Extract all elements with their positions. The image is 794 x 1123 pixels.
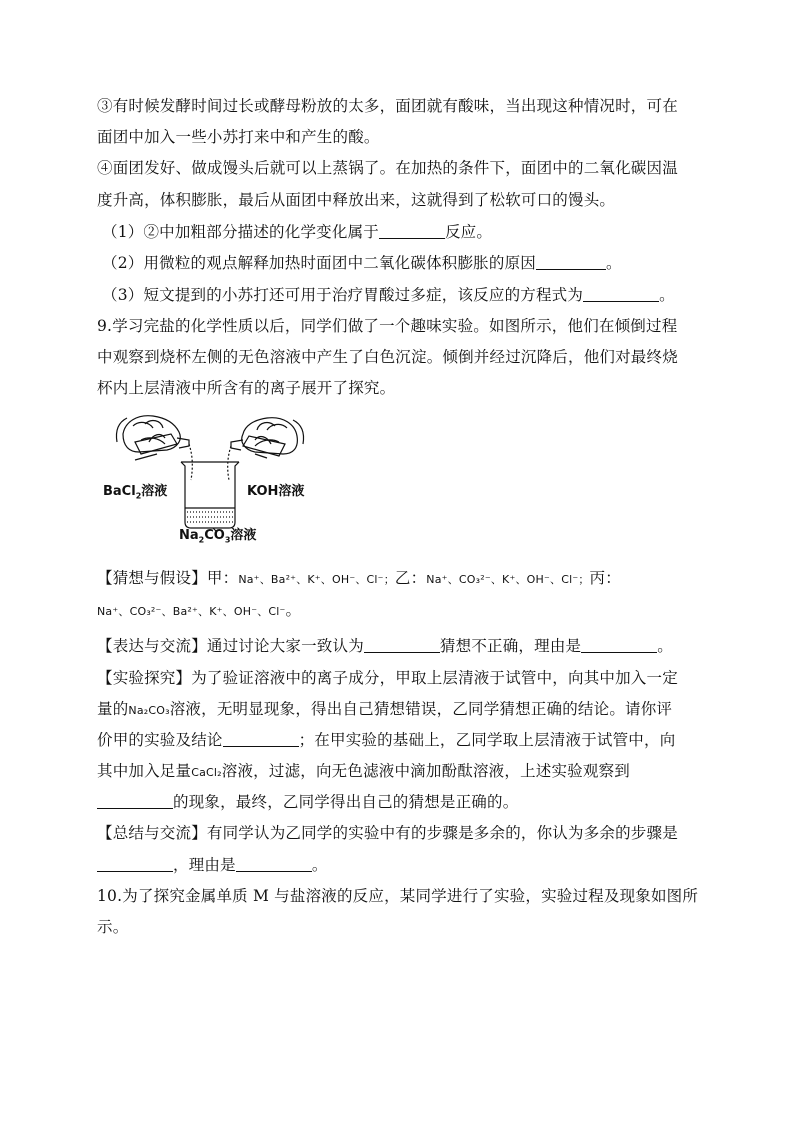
hypothesis-yi-label: 乙： (394, 569, 427, 587)
hypothesis-yi-ions: Na⁺、CO₃²⁻、K⁺、OH⁻、Cl⁻； (426, 573, 590, 586)
express-line (97, 636, 673, 656)
summary-end: 。 (311, 856, 328, 874)
answer-blank[interactable] (364, 637, 440, 653)
sodium-carbonate-formula: Na₂CO₃ (128, 704, 170, 717)
passage-step4-line1: ④面团发好、做成馒头后就可以上蒸锅了。在加热的条件下，面团中的二氧化碳因温 (97, 159, 678, 177)
summary-reason-text: ，理由是 (173, 856, 236, 874)
q8-sub2-end: 。 (605, 254, 622, 272)
hypothesis-jia-label: 甲： (206, 569, 239, 587)
experiment-heading: 【实验探究】 (97, 669, 192, 687)
experiment-line3 (97, 730, 675, 750)
passage-step3-line2: 面团中加入一些小苏打来中和产生的酸。 (97, 128, 380, 146)
q8-sub1-end: 反应。 (444, 223, 493, 241)
experiment-text2b: 溶液，无明显现象，得出自己猜想错误，乙同学猜想正确的结论。请你评 (169, 700, 673, 718)
answer-blank[interactable] (223, 731, 299, 747)
answer-blank[interactable] (236, 856, 312, 872)
experiment-line4 (97, 761, 630, 783)
hypothesis-line1 (97, 568, 621, 590)
summary-line1 (97, 823, 678, 843)
answer-blank[interactable] (379, 223, 445, 239)
q8-sub1-text: （1）②中加粗部分描述的化学变化属于 (102, 223, 379, 241)
experiment-text5: 的现象，最终，乙同学得出自己的猜想是正确的。 (173, 793, 519, 811)
summary-heading: 【总结与交流】 (97, 824, 207, 842)
experiment-line5 (97, 792, 518, 812)
answer-blank[interactable] (97, 793, 173, 809)
q8-sub1 (102, 222, 492, 242)
hypothesis-line2 (97, 600, 301, 622)
answer-blank[interactable] (583, 286, 659, 302)
express-heading: 【表达与交流】 (97, 637, 207, 655)
q8-sub3-end: 。 (659, 286, 675, 304)
passage-step3-line1: ③有时候发酵时间过长或酵母粉放的太多，面团就有酸味，当出现这种情况时，可在 (97, 97, 678, 115)
q10-intro-line1: 10.为了探究金属单质 M 与盐溶液的反应，某同学进行了实验，实验过程及现象如图所 (97, 887, 699, 905)
express-reason-text: 猜想不正确，理由是 (439, 637, 582, 655)
q10-intro-line2: 示。 (97, 918, 129, 936)
calcium-chloride-formula: CaCl₂ (191, 766, 222, 779)
hypothesis-bing-label: 丙： (589, 569, 621, 587)
summary-text1: 有同学认为乙同学的实验中有的步骤是多余的，你认为多余的步骤是 (206, 824, 678, 842)
express-end: 。 (657, 637, 673, 655)
experiment-text4a: 其中加入足量 (97, 762, 192, 780)
hypothesis-jia-ions: Na⁺、Ba²⁺、K⁺、OH⁻、Cl⁻； (238, 573, 395, 586)
summary-line2 (97, 855, 328, 875)
q8-sub2-text: （2）用微粒的观点解释加热时面团中二氧化碳体积膨胀的原因 (102, 254, 536, 272)
experiment-line1 (97, 668, 678, 688)
experiment-text3b: ；在甲实验的基础上，乙同学取上层清液于试管中，向 (298, 731, 676, 749)
experiment-text2a: 量的 (97, 700, 129, 718)
q8-sub3 (102, 285, 675, 305)
hypothesis-heading: 【猜想与假设】 (97, 569, 207, 587)
q8-sub2 (102, 253, 622, 273)
beaker-solution-label: $Na_2CO_3$溶液 (179, 528, 257, 545)
right-solution-label: KOH溶液 (247, 484, 305, 499)
experiment-figure (97, 404, 322, 554)
hypothesis-end: 。 (285, 601, 302, 619)
answer-blank[interactable] (97, 856, 173, 872)
left-solution-label: BaCl$_2$溶液 (103, 484, 168, 501)
q9-intro-line3: 杯内上层清液中所含有的离子展开了探究。 (97, 379, 396, 397)
experiment-line2 (97, 699, 672, 721)
answer-blank[interactable] (581, 637, 657, 653)
answer-blank[interactable] (536, 254, 606, 270)
experiment-text4b: 溶液，过滤，向无色滤液中滴加酚酞溶液，上述实验观察到 (221, 762, 630, 780)
express-text: 通过讨论大家一致认为 (206, 637, 364, 655)
q9-intro-line1: 9.学习完盐的化学性质以后，同学们做了一个趣味实验。如图所示，他们在倾倒过程 (97, 317, 678, 335)
q9-intro-line2: 中观察到烧杯左侧的无色溶液中产生了白色沉淀。倾倒并经过沉降后，他们对最终烧 (97, 348, 678, 366)
q8-sub3-text: （3）短文提到的小苏打还可用于治疗胃酸过多症，该反应的方程式为 (102, 286, 584, 304)
experiment-text1: 为了验证溶液中的离子成分，甲取上层清液于试管中，向其中加入一定 (191, 669, 678, 687)
hypothesis-bing-ions: Na⁺、CO₃²⁻、Ba²⁺、K⁺、OH⁻、Cl⁻ (97, 605, 286, 618)
experiment-text3a: 价甲的实验及结论 (97, 731, 223, 749)
passage-step4-line2: 度升高，体积膨胀，最后从面团中释放出来，这就得到了松软可口的馒头。 (97, 191, 616, 209)
